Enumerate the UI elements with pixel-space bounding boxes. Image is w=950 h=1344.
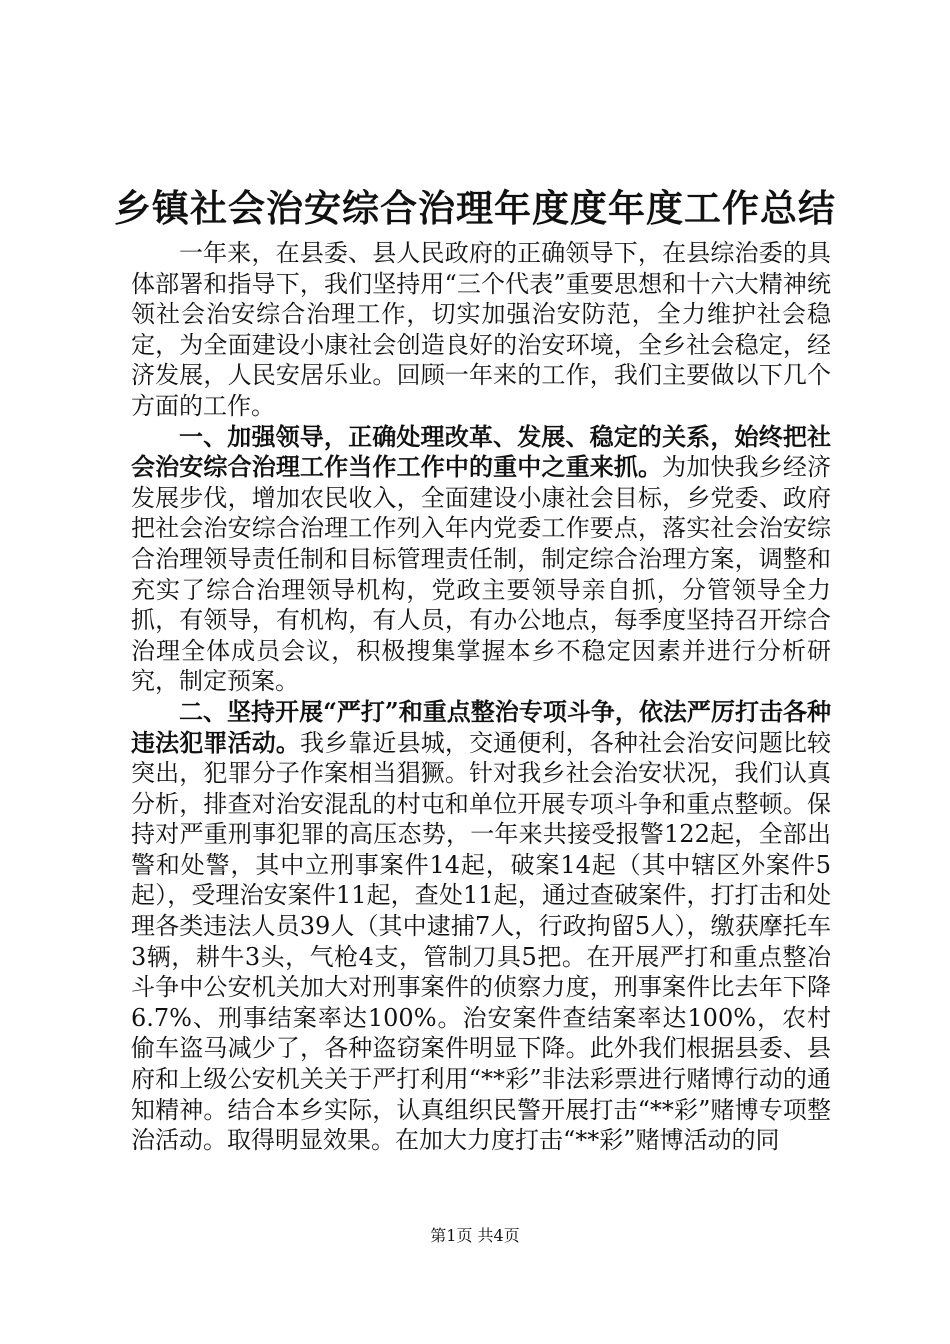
section-1-heading: 一、加强领导，正确处理改革、发展、稳定的关系，始终把社会治安综合治理工作当作工作中的重中之重来抓。 bbox=[131, 421, 831, 482]
document-body bbox=[131, 238, 831, 1156]
section-1-paragraph bbox=[131, 422, 831, 697]
intro-paragraph bbox=[131, 238, 831, 422]
document-title: 乡镇社会治安综合治理年度度年度工作总结 bbox=[114, 186, 836, 230]
section-2-heading: 二、坚持开展“严打”和重点整治专项斗争，依法严厉打击各种违法犯罪活动。 bbox=[131, 696, 831, 757]
section-1-text: 为加快我乡经济发展步伐，增加农民收入，全面建设小康社会目标，乡党委、政府把社会治安综合治理工作列入年内党委工作要点，落实社会治安综合治理领导责任制和目标管理责任制，制定综合治理方案，调整和充实了综合治理领导机构，党政主要领导亲自抓，分管领导全力抓，有领导，有机构，有人员，有办公地点，每季度坚持召开综合治理全体成员会议，积极搜集掌握本乡不稳定因素并进行分析研究，制定预案。 bbox=[131, 453, 832, 696]
page-number-footer: 第1页 共4页 bbox=[430, 1226, 520, 1245]
section-2-paragraph bbox=[131, 697, 831, 1156]
intro-text: 一年来，在县委、县人民政府的正确领导下，在县综治委的具体部署和指导下，我们坚持用“三个代表”重要思想和十六大精神统领社会治安综合治理工作，切实加强治安防范，全力维护社会稳定，为全面建设小康社会创造良好的治安环境，全乡社会稳定，经济发展，人民安居乐业。回顾一年来的工作，我们主要做以下几个方面的工作。 bbox=[131, 239, 831, 420]
section-2-text: 我乡靠近县城，交通便利，各种社会治安问题比较突出，犯罪分子作案相当猖獗。针对我乡社会治安状况，我们认真分析，排查对治安混乱的村屯和单位开展专项斗争和重点整顿。保持对严重刑事犯罪的高压态势，一年来共接受报警122起，全部出警和处警，其中立刑事案件14起，破案14起（其中辖区外案件5起），受理治安案件11起，查处11起，通过查破案件，打打击和处理各类违法人员39人（其中逮捕7人，行政拘留5人），缴获摩托车3辆，耕牛3头，气枪4支，管制刀具5把。在开展严打和重点整冶斗争中公安机关加大对刑事案件的侦察力度，刑事案件比去年下降6.7%、刑事结案率达100%。治安案件查结案率达100%，农村偷车盗马减少了，各种盗窃案件明显下降。此外我们根据县委、县府和上级公安机关关于严打利用“**彩”非法彩票进行赌博行动的通知精神。结合本乡实际，认真组织民警开展打击“**彩”赌博专项整治活动。取得明显效果。在加大力度打击“**彩”赌博活动的同 bbox=[131, 728, 831, 1155]
